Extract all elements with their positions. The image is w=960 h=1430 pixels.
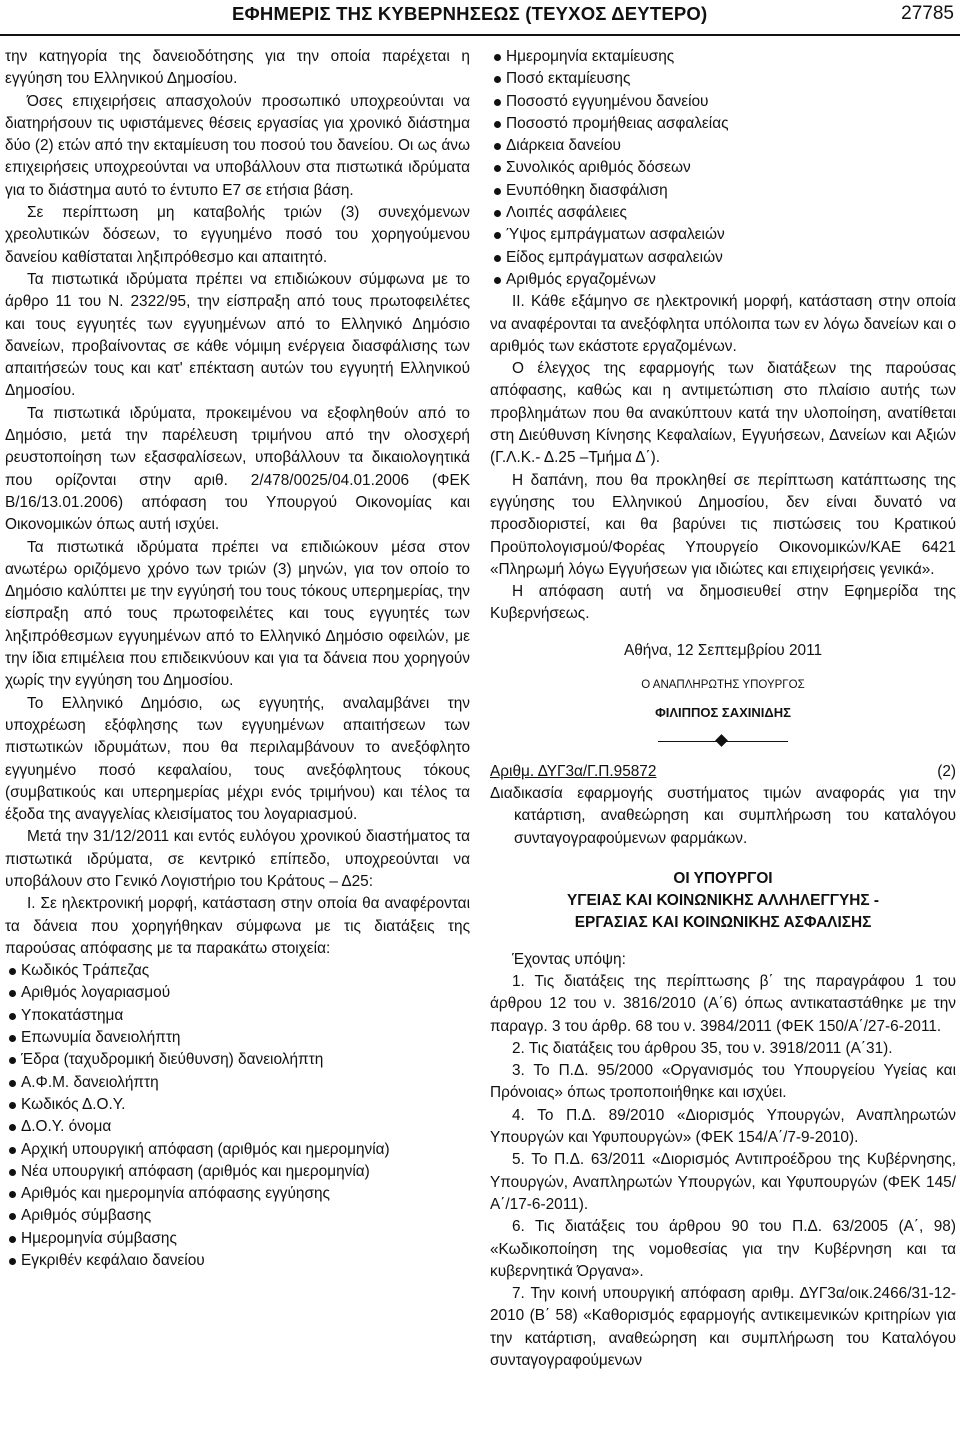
page-header [0,0,960,40]
list-item: Ενυπόθηκη διασφάλιση [490,180,956,202]
data-fields-list [490,46,956,291]
list-item: Ποσό εκταμίευσης [490,68,956,90]
paragraph: Τα πιστωτικά ιδρύματα πρέπει να επιδιώκουν σύμφωνα με το άρθρο 11 του Ν. 2322/95, την είσπραξη από τους πρωτοφειλέτες και τους εγγυητές των εγγυημένων από το Ελληνικό Δημόσιο δανείων, προβαίνοντας σε κάθε νόμιμη ενέργεια διασφάλισης των απαιτήσεών τους και κατ' επέκταση αυτών του εγγυητή Ελληνικού Δημοσίου. [5,270,470,400]
considerations-item: 6. Τις διατάξεις του άρθρου 90 του Π.Δ. 63/2005 (Α΄, 98) «Κωδικοποίηση της νομοθεσίας για την Κυβέρνηση και τα κυβερνητικά Όργανα». [490,1218,956,1280]
list-item: Διάρκεια δανείου [490,135,956,157]
list-item: Είδος εμπράγματων ασφαλειών [490,247,956,269]
ministers-heading: ΟΙ ΥΠΟΥΡΓΟΙ [673,869,773,887]
list-item: Εγκριθέν κεφάλαιο δανείου [5,1250,470,1272]
paragraph: Η δαπάνη, που θα προκληθεί σε περίπτωση κατάπτωσης της εγγύησης του Ελληνικού Δημοσίου, δεν είναι δυνατό να προσδιοριστεί, και θα βαρύνει τις πιστώσεις του Κρατικού Προϋπολογισμού/Φορέας Υπουργείο Οικονομικών/ΚΑΕ 6421 «Πληρωμή λόγω Εγγυήσεων για ιδιώτες και επιχειρήσεις γενικά». [490,471,956,578]
paragraph: την κατηγορία της δανειοδότησης για την οποία παρέχεται η εγγύηση του Ελληνικού Δημοσίου. [5,48,470,88]
signer-title: Ο ΑΝΑΠΛΗΡΩΤΗΣ ΥΠΟΥΡΓΟΣ [641,679,805,692]
list-item: Αριθμός λογαριασμού [5,982,470,1004]
data-fields-list [5,960,470,1272]
paragraph: Όσες επιχειρήσεις απασχολούν προσωπικό υποχρεούνται να διατηρήσουν τις υφιστάμενες θέσεις εργασίας για χρονικό διάστημα δύο (2) ετών από την εκταμίευση του ποσού του δανείου. Οι ως άνω επιχειρήσεις υποχρεούνται να υποβάλλουν στα πιστωτικά ιδρύματα για το διάστημα αυτό το έντυπο Ε7 σε ετήσια βάση. [5,92,470,199]
list-item: Ποσοστό εγγυημένου δανείου [490,91,956,113]
list-item: Αριθμός σύμβασης [5,1205,470,1227]
list-item: Νέα υπουργική απόφαση (αριθμός και ημερομηνία) [5,1161,470,1183]
reference-number: Αριθμ. ΔΥΓ3α/Γ.Π.95872 [490,762,657,780]
list-item: Αρχική υπουργική απόφαση (αριθμός και ημερομηνία) [5,1139,470,1161]
list-item: Λοιπές ασφάλειες [490,202,956,224]
paragraph: Σε περίπτωση μη καταβολής τριών (3) συνεχόμενων χρεολυτικών δόσεων, το εγγυημένο ποσό του χορηγούμενου δανείου καθίσταται ληξιπρόθεσμο και απαιτητό. [5,204,470,266]
list-item: Ποσοστό προμήθειας ασφαλείας [490,113,956,135]
decision-reference [490,761,956,783]
reference-index: (2) [937,762,956,780]
signer-name: ΦΙΛΙΠΠΟΣ ΣΑΧΙΝΙΔΗΣ [655,705,791,721]
list-item: Κωδικός Τράπεζας [5,960,470,982]
diamond-icon [715,734,728,747]
list-item: Ημερομηνία σύμβασης [5,1228,470,1250]
paragraph: Ι. Σε ηλεκτρονική μορφή, κατάσταση στην οποία θα αναφέρονται τα δάνεια που χορηγήθηκαν σύμφωνα με τις διατάξεις της παρούσας απόφασης με τα παρακάτω στοιχεία: [5,895,470,957]
list-item: Ημερομηνία εκταμίευσης [490,46,956,68]
having-regard: Έχοντας υπόψη: [512,950,626,968]
list-item: Κωδικός Δ.Ο.Υ. [5,1094,470,1116]
page-number: 27785 [901,3,954,24]
paragraph: Μετά την 31/12/2011 και εντός ευλόγου χρονικού διαστήματος τα πιστωτικά ιδρύματα, σε κεντρικό επίπεδο, υποχρεούνται να υποβάλουν στο Γενικό Λογιστήριο του Κράτους – Δ25: [5,828,470,890]
paragraph: Ο έλεγχος της εφαρμογής των διατάξεων της παρούσας απόφασης, καθώς και η αντιμετώπιση στο πλαίσιο αυτής των προβλημάτων που θα ανακύπτουν κατά την υλοποίηση, ανατίθεται στη Διεύθυνση Κίνησης Κεφαλαίων, Εγγυήσεων, Δανείων και Αξιών (Γ.Λ.Κ.- Δ.25 –Τμήμα Δ΄). [490,360,956,467]
considerations-item: 2. Τις διατάξεις του άρθρου 35, του ν. 3918/2011 (Α΄31). [512,1039,893,1057]
list-item: Έδρα (ταχυδρομική διεύθυνση) δανειολήπτη [5,1049,470,1071]
considerations-item: 4. Το Π.Δ. 89/2010 «Διορισμός Υπουργών, Αναπληρωτών Υπουργών και Υφυπουργών» (ΦΕΚ 154/Α΄/7-9-2010). [490,1106,956,1147]
decision-title: Διαδικασία εφαρμογής συστήματος τιμών αναφοράς για την κατάρτιση, αναθεώρηση και συμπλήρωση του καταλόγου συνταγογραφούμενων φαρμάκων. [490,784,956,847]
list-item: Υποκατάστημα [5,1005,470,1027]
considerations-item: 7. Την κοινή υπουργική απόφαση αριθμ. ΔΥΓ3α/οικ.2466/31-12-2010 (Β΄ 58) «Καθορισμός εφαρμογής αντικειμενικών κριτηρίων για την κατάρτιση, αναθεώρηση και συμπλήρωση του Καταλόγου συνταγογραφούμενων [490,1285,956,1370]
ministers-heading: ΕΡΓΑΣΙΑΣ ΚΑΙ ΚΟΙΝΩΝΙΚΗΣ ΑΣΦΑΛΙΣΗΣ [574,914,872,932]
place-date: Αθήνα, 12 Σεπτεμβρίου 2011 [623,641,823,659]
list-item: Α.Φ.Μ. δανειολήπτη [5,1072,470,1094]
header-rule [0,34,960,36]
list-item: Αριθμός εργαζομένων [490,269,956,291]
paragraph: Τα πιστωτικά ιδρύματα πρέπει να επιδιώκουν μέσα στον ανωτέρω οριζόμενο χρόνο των τριών (3) μηνών, για τον οποίο το Δημόσιο καλύπτει με την εγγύησή του τους τόκους υπερημερίας, την είσπραξη από τους πρωτοφειλέτες και τους εγγυητές των ληξιπρόθεσμων εγγυημένων από το Ελληνικό Δημόσιο οφειλών, με την ίδια επιμέλεια που επιδεικνύουν και για τα δάνεια που χορηγούν χωρίς την εγγύηση του Δημοσίου. [5,538,470,690]
list-item: Ύψος εμπράγματων ασφαλειών [490,224,956,246]
paragraph: Το Ελληνικό Δημόσιο, ως εγγυητής, αναλαμβάνει την υποχρέωση εξόφλησης των εγγυημένων απαιτήσεων των πιστωτικών ιδρυμάτων, που θα περιλαμβάνουν το ανεξόφλητο εγγυημένο ποσό κεφαλαίου, τους ανεξόφλητους τόκους (συμβατικούς και υπερημερίας μέχρι ενός τριμήνου) και τέλος τα έξοδα της αναγγελίας κλεισίματος του λογαριασμού. [5,694,470,824]
list-item: Δ.Ο.Υ. όνομα [5,1116,470,1138]
gazette-title: ΕΦΗΜΕΡΙΣ ΤΗΣ ΚΥΒΕΡΝΗΣΕΩΣ (ΤΕΥΧΟΣ ΔΕΥΤΕΡΟ) [232,3,708,24]
paragraph: ΙΙ. Κάθε εξάμηνο σε ηλεκτρονική μορφή, κατάσταση στην οποία να αναφέρονται τα ανεξόφλητα υπόλοιπα των εν λόγω δανείων και ο αριθμός των εκάστοτε εργαζομένων. [490,293,956,355]
section-divider [490,731,956,751]
list-item: Συνολικός αριθμός δόσεων [490,157,956,179]
paragraph: Τα πιστωτικά ιδρύματα, προκειμένου να εξοφληθούν από το Δημόσιο, μετά την παρέλευση τριμήνου από την ολοσχερή ρευστοποίηση των εξασφαλίσεων, υποβάλλουν τα δικαιολογητικά που ορίζονται στην αριθ. 2/478/0025/04.01.2006 (ΦΕΚ Β/16/13.01.2006) απόφαση του Υπουργού Οικονομίας και Οικονομικών όπως αυτή ισχύει. [5,404,470,534]
considerations-item: 5. Το Π.Δ. 63/2011 «Διορισμός Αντιπροέδρου της Κυβέρνησης, Υπουργών, Αναπληρωτών Υπουργών, και Υφυπουργών (ΦΕΚ 145/Α΄/17-6-2011). [490,1151,956,1213]
considerations-item: 3. Το Π.Δ. 95/2000 «Οργανισμός του Υπουργείου Υγείας και Πρόνοιας» όπως τροποποιήθηκε και ισχύει. [490,1062,956,1102]
paragraph: Η απόφαση αυτή να δημοσιευθεί στην Εφημερίδα της Κυβερνήσεως. [490,583,956,623]
list-item: Επωνυμία δανειολήπτη [5,1027,470,1049]
left-column [5,46,470,1272]
right-column [490,46,956,1372]
list-item: Αριθμός και ημερομηνία απόφασης εγγύησης [5,1183,470,1205]
ministers-heading: ΥΓΕΙΑΣ ΚΑΙ ΚΟΙΝΩΝΙΚΗΣ ΑΛΛΗΛΕΓΓΥΗΣ - [567,892,879,910]
considerations-item: 1. Τις διατάξεις της περίπτωσης β΄ της παραγράφου 1 του άρθρου 12 του ν. 3816/2010 (Α΄6) όπως αντικαταστάθηκε με την παραγρ. 3 του άρθρ. 68 του ν. 3984/2011 (ΦΕΚ 150/Α΄/27-6-2011. [490,972,956,1035]
